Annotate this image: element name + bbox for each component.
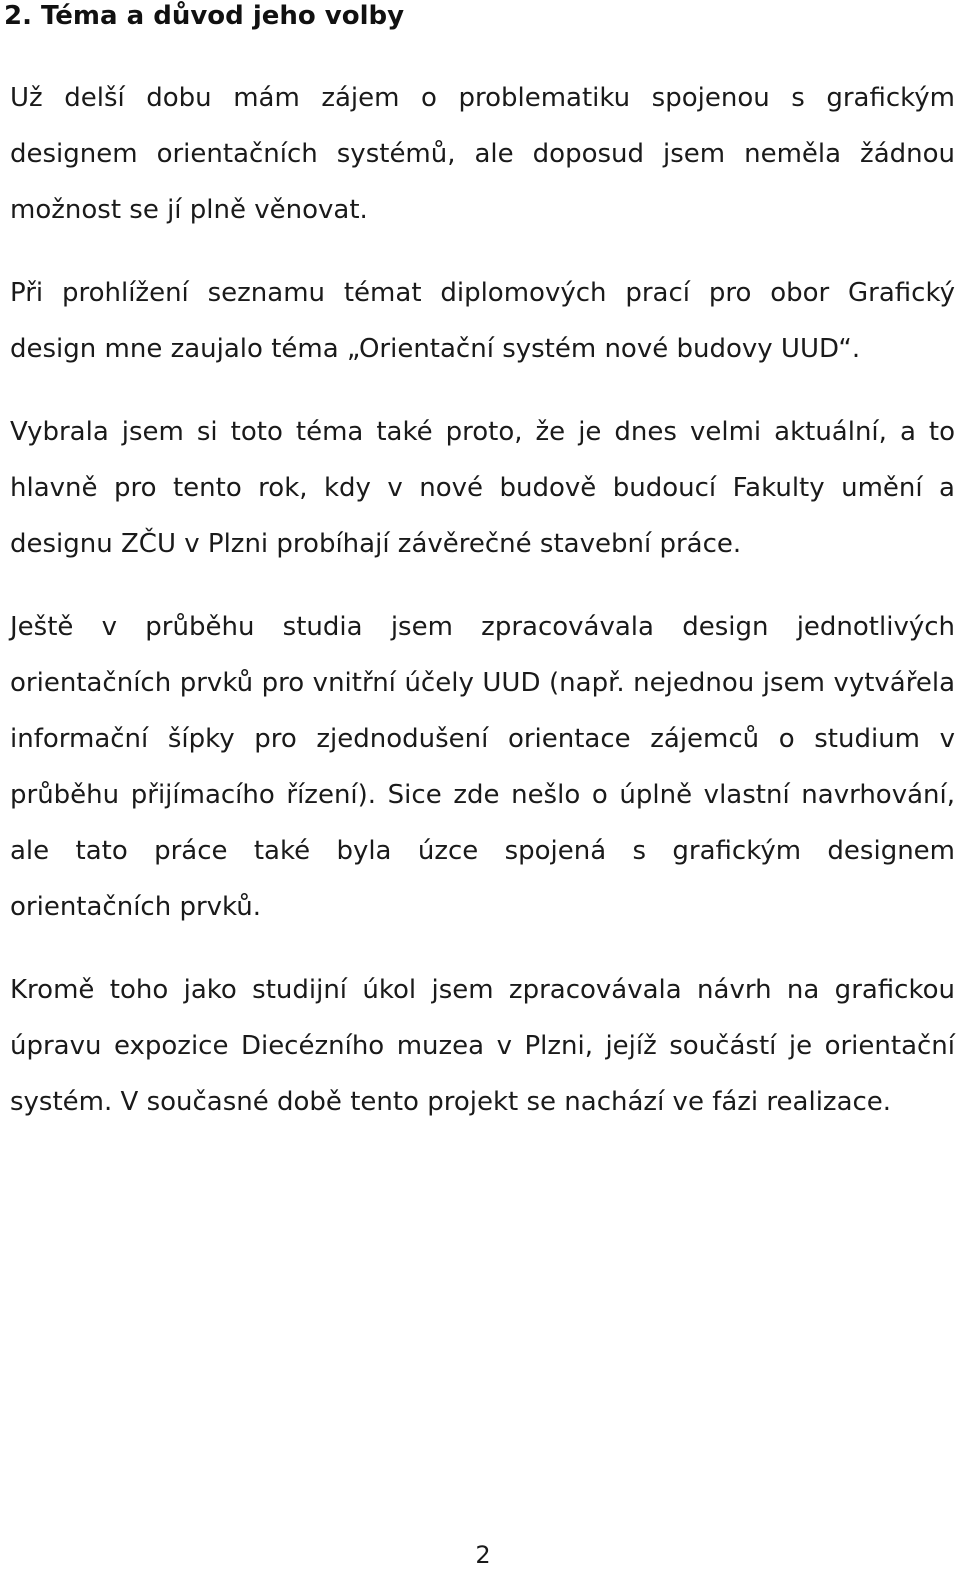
- paragraph-5: Kromě toho jako studijní úkol jsem zpracovávala návrh na grafickou úpravu expozice Diecézního muzea v Plzni, jejíž součástí je orientační systém. V současné době tento projekt se nachází ve fázi realizace.: [10, 975, 955, 1117]
- page-number: 2: [475, 1541, 491, 1569]
- paragraph-3: Vybrala jsem si toto téma také proto, že je dnes velmi aktuální, a to hlavně pro tento rok, kdy v nové budově budoucí Fakulty umění a designu ZČU v Plzni probíhají závěrečné stavební práce.: [10, 417, 955, 559]
- paragraph-1: Už delší dobu mám zájem o problematiku spojenou s grafickým designem orientačních systémů, ale doposud jsem neměla žádnou možnost se jí plně věnovat.: [10, 83, 955, 225]
- paragraph-4: Ještě v průběhu studia jsem zpracovávala design jednotlivých orientačních prvků pro vnitřní účely UUD (např. nejednou jsem vytvářela informační šípky pro zjednodušení orientace zájemců o studium v průběhu přijímacího řízení). Sice zde nešlo o úplně vlastní navrhování, ale tato práce také byla úzce spojená s grafickým designem orientačních prvků.: [10, 612, 955, 922]
- paragraph-2: Při prohlížení seznamu témat diplomových prací pro obor Grafický design mne zaujalo téma „Orientační systém nové budovy UUD“.: [10, 278, 955, 364]
- section-heading: 2. Téma a důvod jeho volby: [4, 1, 405, 31]
